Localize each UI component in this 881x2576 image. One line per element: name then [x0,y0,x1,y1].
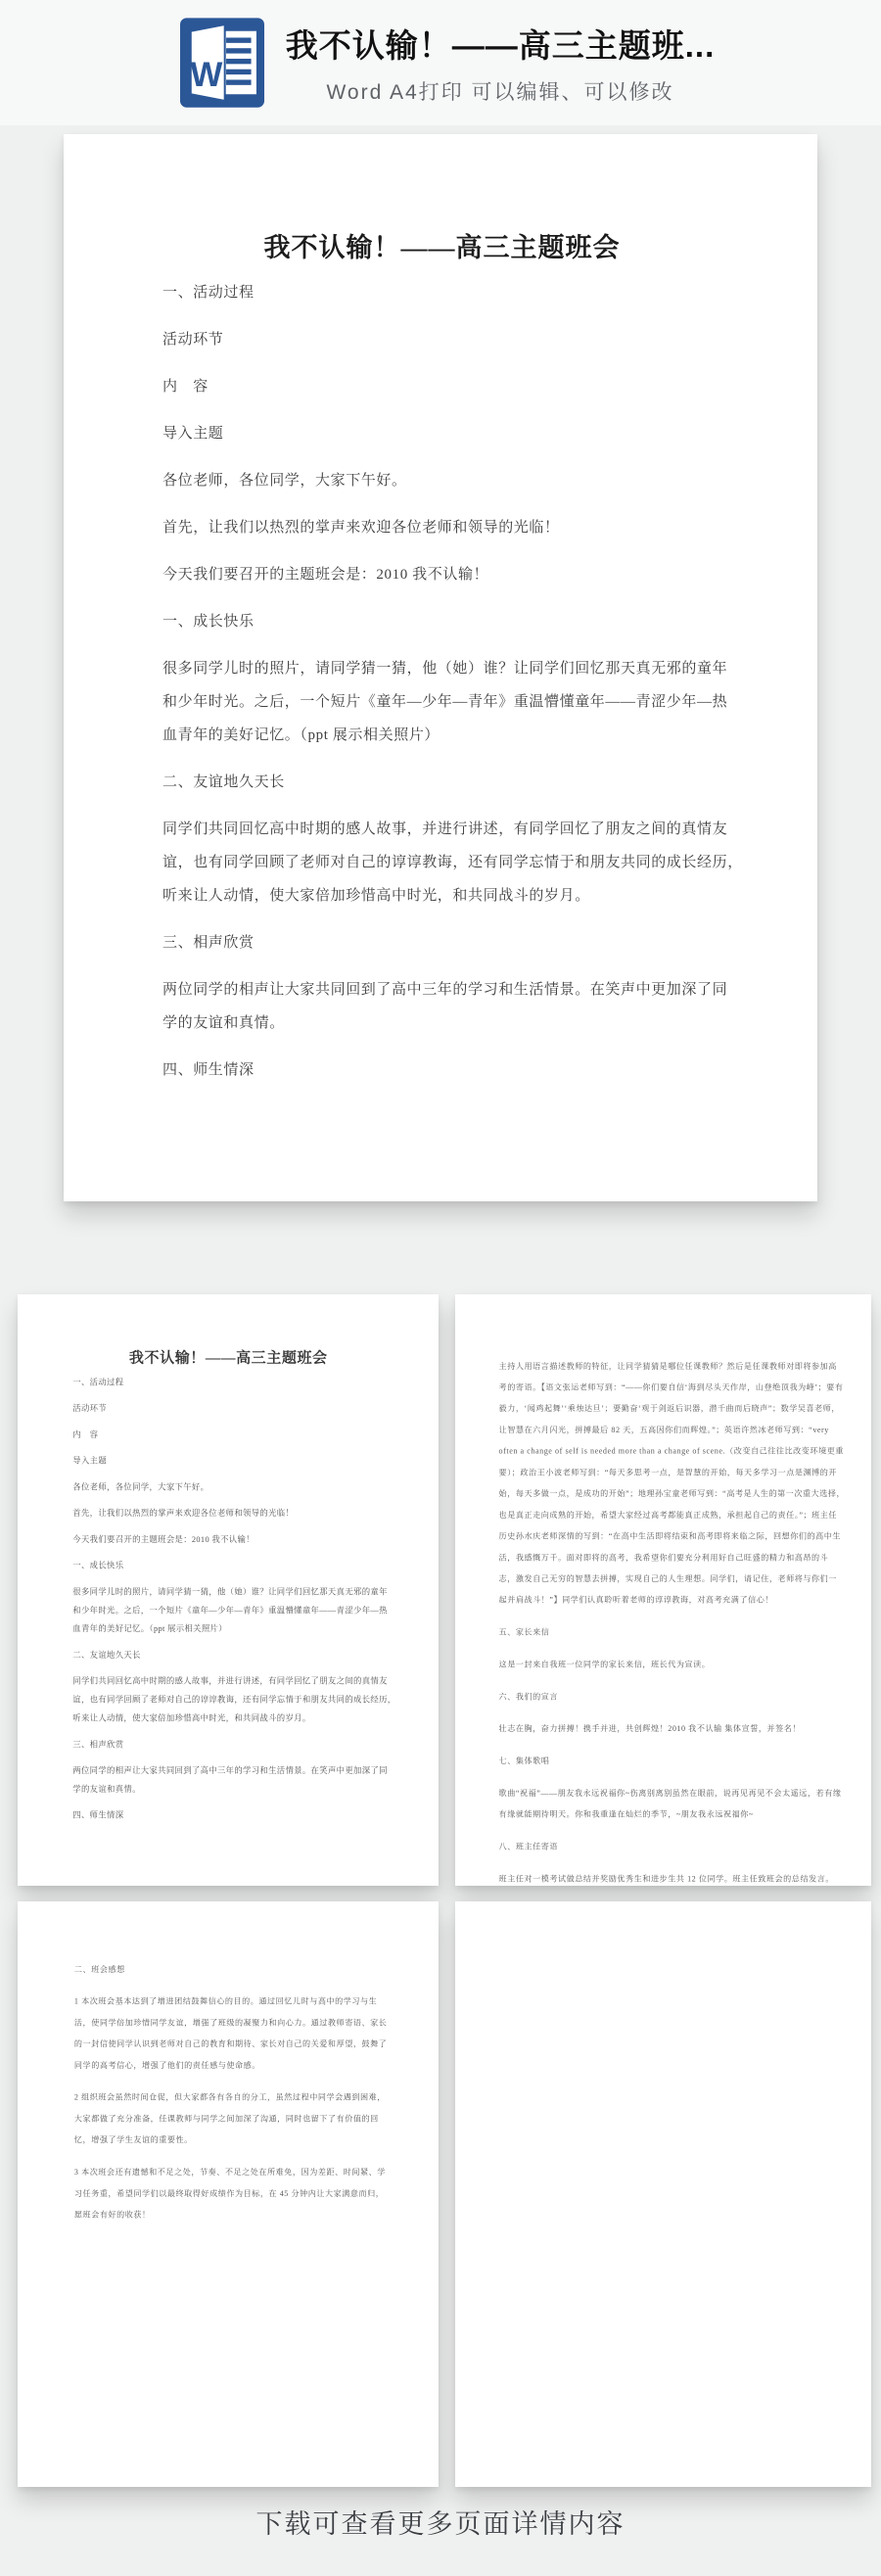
thumbnail-page-2[interactable] [455,1294,871,1886]
thumbnail-page-3-content: 二、班会感想 1 本次班会基本达到了增进团结鼓舞信心的目的。通过回忆儿时与高中的学习与生活，使同学倍加珍惜同学友谊，增强了班级的凝聚力和向心力。通过教师寄语、家长的一封信使同学认识到老师对自己的教育和期待、家长对自己的关爱和厚望，鼓舞了同学的高考信心，增强了他们的责任感与使命感。 2 组织班会虽然时间仓促，但大家都各有各自的分工，虽然过程中同学会遇到困难，大家都做了充分准备，任课教师与同学之间加深了沟通，同时也留下了有价值的回忆，增强了学生友谊的重要性。 3 本次班会还有遗憾和不足之处，节奏、不足之处在所难免，因为差距、时间紧、学习任务重，希望同学们以最终取得好成绩作为目标，在 45 分钟内让大家满意而归，愿班会有好的收获！ [73,1965,388,2220]
thumbnail-page-1-content [18,1294,438,1825]
thumbnail-page-4[interactable] [455,1901,871,2487]
word-icon-letter: W [190,56,223,95]
document-preview-page-1[interactable] [64,134,817,1201]
thumbnail-page-3[interactable] [18,1901,439,2487]
header-text-block [286,21,716,106]
page-title: 我不认输！——高三主题班... [285,26,716,64]
thumbnail-page-2-content: 主持人用语言描述教师的特征，让同学猜猜是哪位任课教师？然后是任课教师对即将参加高考的寄语。【语文张运老师写到：“——你们要自信‘海到尽头天作岸，山登绝顶我为峰’；要有毅力，‘闻鸡起舞’‘乘烛达旦’；要勤奋‘观于剑返后识器，潜千曲而后晓声”；数学吴喜老师，让智慧在六月闪光，拼搏最后 82 天，五高因你们而辉煌。”；英语许然冰老师写到：“very often a change of self is needed more than a change of scene.（改变自己往往比改变环境更重要）；政治王小波老师写到：“每天多思考一点，是智慧的开始，每天多学习一点是渊博的开始，每天多做一点，是成功的开始”；地理孙宝童老师写到：“高考是人生的第一次重大选择，也是真正走向成熟的开始，希望大家经过高考都能真正成熟，承担起自己的责任。”；班主任历史孙水庆老师深情的写到：“在高中生活即将结束和高考即将来临之际，回想你们的高中生活，我感慨万千。面对即将的高考，我希望你们要充分利用好自己旺盛的精力和高昂的斗志，激发自己无穷的智慧去拼搏，实现自己的人生理想。同学们，请记住，老师将与你们一起并肩战斗！”】同学们认真聆听着老师的谆谆教诲，对高考充满了信心！ 五、家长来信 这是一封来自我班一位同学的家长来信，班长代为宣读。 六、我们的宣言 壮志在胸，奋力拼搏！携手并进，共创辉煌！2010 我不认输 集体宣誓，并签名！ 七、集体歌唱 歌曲“祝福”——朋友我永远祝福你~伤离别离别虽然在眼前，说再见再见不会太遥远，若有缘有缘就能期待明天。你和我重逢在灿烂的季节，~朋友我永远祝福你~ 八、班主任寄语 班主任对一模考试做总结并奖励优秀生和进步生共 12 位同学。班主任致班会的总结发言。 [498,1362,846,1884]
thumbnail-document-title: 我不认输！——高三主题班会 [128,1349,328,1366]
page-1-content [64,134,817,1087]
download-hint-text: 下载可查看更多页面详情内容 [255,2509,626,2539]
site-header [0,0,881,125]
word-file-icon [180,18,264,108]
header-group [180,18,716,108]
document-title: 我不认输！——高三主题班会 [263,233,621,262]
page-1-paragraphs: 一、活动过程 活动环节 内 容 导入主题 各位老师，各位同学，大家下午好。 首先，让我们以热烈的掌声来欢迎各位老师和领导的光临！ 今天我们要召开的主题班会是：2010 我不认输！ 一、成长快乐 很多同学儿时的照片，请同学猜一猜，他（她）谁？让同学们回忆那天真无邪的童年 和少年时光。之后，一个短片《童年—少年—青年》重温懵懂童年——青涩少年—热 血青年的美好记忆。（ppt 展示相关照片） 二、友谊地久天长 同学们共同回忆高中时期的感人故事，并进行讲述，有同学回忆了朋友之间的真情友 谊，也有同学回顾了老师对自己的谆谆教诲，还有同学忘情于和朋友共同的成长经历， 听来让人动情，使大家倍加珍惜高中时光，和共同战斗的岁月。 三、相声欣赏 两位同学的相声让大家共同回到了高中三年的学习和生活情景。在笑声中更加深了同 学的友谊和真情。 四、师生情深 [162,285,743,1078]
thumbnail-page-1-paragraphs: 一、活动过程 活动环节 内 容 导入主题 各位老师，各位同学，大家下午好。 首先，让我们以热烈的掌声来欢迎各位老师和领导的光临！ 今天我们要召开的主题班会是：2010 我不认输！ 一、成长快乐 很多同学儿时的照片，请同学猜一猜，他（她）谁？让同学们回忆那天真无邪的童年 和少年时光。之后，一个短片《童年—少年—青年》重温懵懂童年——青涩少年—热 血青年的美好记忆。（ppt 展示相关照片） 二、友谊地久天长 同学们共同回忆高中时期的感人故事，并进行讲述，有同学回忆了朋友之间的真情友 谊，也有同学回顾了老师对自己的谆谆教诲，还有同学忘情于和朋友共同的成长经历， 听来让人动情，使大家倍加珍惜高中时光，和共同战斗的岁月。 三、相声欣赏 两位同学的相声让大家共同回到了高中三年的学习和生活情景。在笑声中更加深了同 学的友谊和真情。 四、师生情深 [72,1378,396,1820]
thumbnail-page-1[interactable] [18,1294,439,1886]
page-subtitle: Word A4打印 可以编辑、可以修改 [326,80,674,104]
